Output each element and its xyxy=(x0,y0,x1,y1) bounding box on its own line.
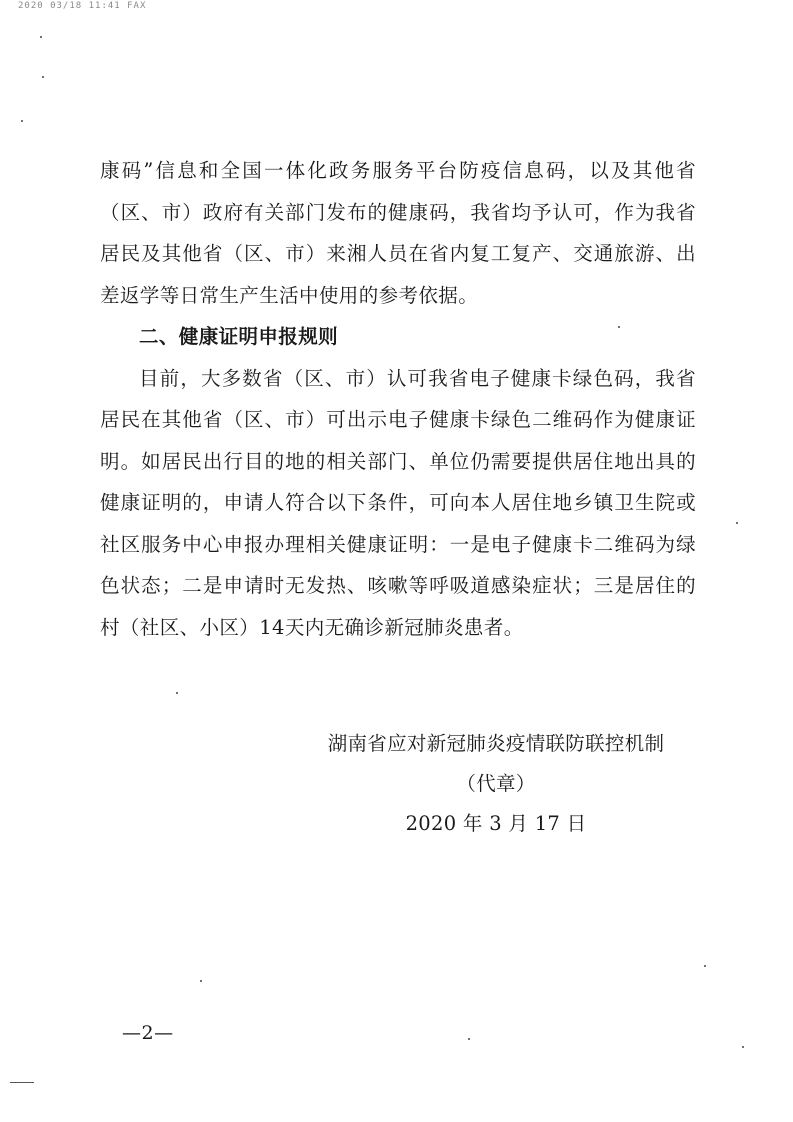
document-body xyxy=(100,150,696,648)
seal-note: （代章） xyxy=(456,772,536,795)
paragraph-certificate-rules: 目前，大多数省（区、市）认可我省电子健康卡绿色码，我省居民在其他省（区、市）可出示电子健康卡绿色二维码作为健康证明。如居民出行目的地的相关部门、单位仍需要提供居住地出具的健康证明的，申请人符合以下条件，可向本人居住地乡镇卫生院或社区服务中心申报办理相关健康证明：一是电子健康卡二维码为绿色状态；二是申请时无发热、咳嗽等呼吸道感染症状；三是居住的村（社区、小区）14天内无确诊新冠肺炎患者。 xyxy=(100,366,696,639)
scan-speck xyxy=(42,76,44,78)
issuing-organization: 湖南省应对新冠肺炎疫情联防联控机制 xyxy=(327,732,665,755)
signature-block xyxy=(296,724,696,844)
scan-mark xyxy=(10,1082,34,1083)
scan-speck xyxy=(40,36,42,38)
scan-speck xyxy=(704,965,706,967)
scan-speck xyxy=(618,326,620,328)
scan-speck xyxy=(468,1038,470,1040)
section-heading-health-certificate: 二、健康证明申报规则 xyxy=(139,325,339,348)
paragraph-health-code: 康码”信息和全国一体化政务服务平台防疫信息码，以及其他省（区、市）政府有关部门发布的健康码，我省均予认可，作为我省居民及其他省（区、市）来湘人员在省内复工复产、交通旅游、出差返学等日常生产生活中使用的参考依据。 xyxy=(100,159,696,307)
scan-speck xyxy=(200,980,202,982)
page-number: —2— xyxy=(122,1022,174,1044)
scan-speck xyxy=(742,1046,744,1048)
scan-speck xyxy=(736,522,738,524)
fax-header: 2020 03/18 11:41 FAX xyxy=(18,1,147,11)
scan-speck xyxy=(21,120,23,122)
scan-speck xyxy=(176,692,178,694)
issue-date: 2020 年 3 月 17 日 xyxy=(405,812,587,835)
